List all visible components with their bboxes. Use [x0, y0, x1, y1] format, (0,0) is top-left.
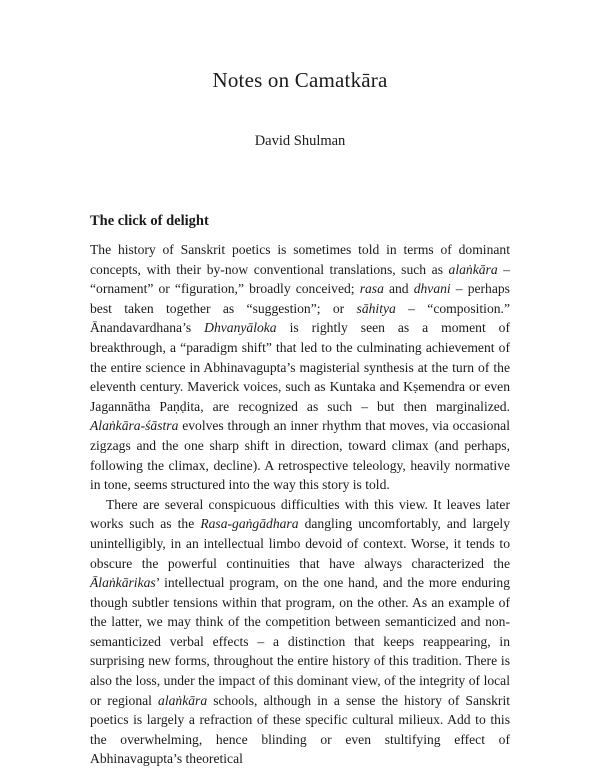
- article-title: Notes on Camatkāra: [212, 68, 388, 92]
- paragraph-1: The history of Sanskrit poetics is sometimes told in terms of dominant concepts, with their by-now conventional translations, such as alaṅkāra – “ornament” or “figuration,” broadly conceived; rasa and dhvani – perhaps best taken together as “suggestion”; or sāhitya – “composition.” Ānandavardhana’s Dhvanyāloka is rightly seen as a moment of breakthrough, a “paradigm shift” that led to the culminating achievement of the entire science in Abhinavagupta’s magisterial synthesis at the turn of the eleventh century. Maverick voices, such as Kuntaka and Kṣemendra or even Jagannātha Paṇḍita, are recognized as such – but then marginalized. Alaṅkāra-śāstra evolves through an inner rhythm that moves, via occasional zigzags and the one sharp shift in direction, toward climax (and perhaps, following the climax, decline). A retrospective teleology, heavily normative in tone, seems structured into the way this story is told.: [90, 242, 510, 493]
- paragraph-2: There are several conspicuous difficulties with this view. It leaves later works such as the Rasa-gaṅgādhara dangling uncomfortably, and largely unintelligibly, in an intellectual limbo devoid of context. Worse, it tends to obscure the powerful continuities that have always characterized the Ālaṅkārikas’ intellectual program, on the one hand, and the more enduring though subtler tensions within that program, on the other. As an example of the latter, we may think of the competition between semanticized and non-semanticized verbal effects – a distinction that keeps reappearing, in surprising new forms, throughout the entire history of this tradition. There is also the loss, under the impact of this dominant view, of the integrity of local or regional alaṅkāra schools, although in a sense the history of Sanskrit poetics is largely a refraction of these specific cultural milieux. Add to this the overwhelming, hence blinding or even stultifying effect of Abhinavagupta’s theoretical: [90, 496, 510, 767]
- section-heading: The click of delight: [90, 213, 209, 229]
- body-text: [90, 240, 510, 769]
- author-name: David Shulman: [254, 133, 346, 149]
